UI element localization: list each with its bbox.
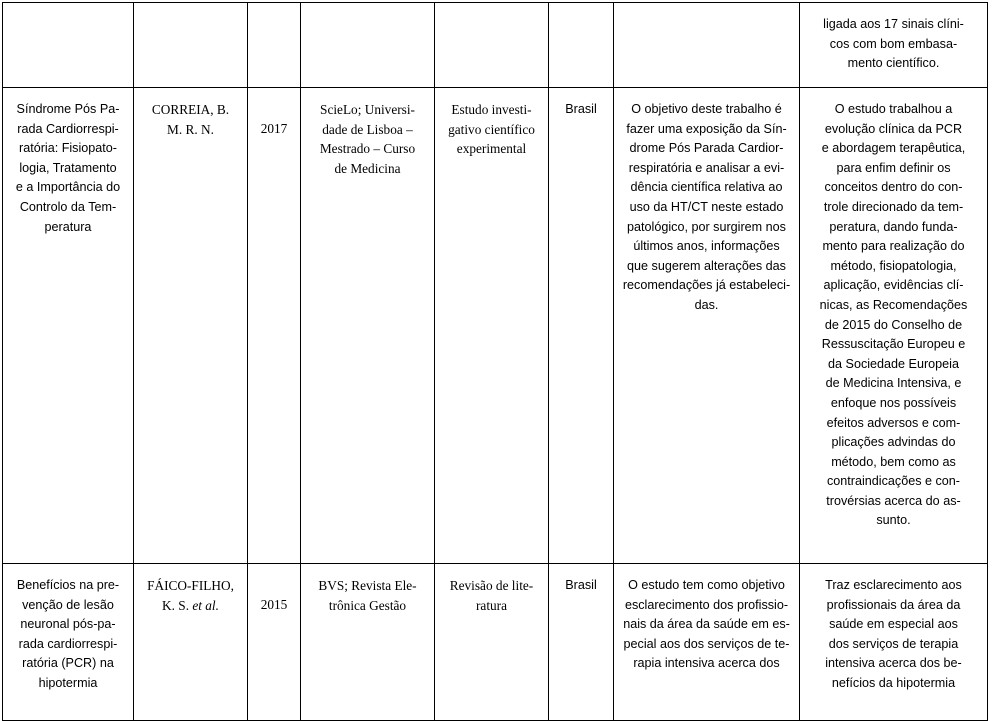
- authors-line: [139, 596, 242, 616]
- study-type-line: experimental: [456, 141, 527, 157]
- title-line: ratória: Fisiopato-: [19, 141, 117, 156]
- country-text: Brasil: [565, 102, 597, 116]
- results-line: evolução clínica da PCR: [824, 121, 963, 136]
- results-line: efeitos adversos e com-: [826, 415, 961, 430]
- objective-line: dência científica relativa ao: [630, 180, 783, 195]
- year-cell: [248, 564, 301, 721]
- title-line: Controlo da Tem-: [19, 199, 117, 214]
- country-text: Brasil: [565, 578, 597, 592]
- objective-line: fazer uma exposição da Sín-: [626, 121, 787, 136]
- results-cell: [800, 564, 988, 721]
- country-cell: [549, 3, 614, 88]
- study-type-cell: [435, 3, 549, 88]
- results-line: mento para realização do: [822, 239, 965, 254]
- title-line: venção de lesão: [22, 597, 114, 612]
- objective-line: recomendações já estabeleci-: [622, 278, 791, 293]
- title-line: ratória (PCR) na: [22, 656, 114, 671]
- objective-line: respiratória e analisar a evi-: [628, 160, 785, 175]
- authors-name: K. S.: [162, 597, 193, 613]
- title-line: rada Cardiorrespi-: [17, 121, 119, 136]
- literature-review-table: [2, 2, 988, 721]
- source-cell: [301, 88, 435, 564]
- results-line: aplicação, evidências clí-: [823, 278, 964, 293]
- title-cell: [3, 564, 134, 721]
- results-line: mento científico.: [847, 56, 940, 71]
- title-line: neuronal pós-pa-: [20, 617, 116, 632]
- table-row: [3, 564, 988, 721]
- authors-cell: [134, 3, 248, 88]
- results-line: plicações advindas do: [831, 435, 956, 450]
- results-line: O estudo trabalhou a: [834, 102, 953, 116]
- study-type-line: ratura: [475, 597, 507, 613]
- objective-line: drome Pós Parada Cardior-: [629, 141, 784, 156]
- source-line: ScieLo; Universi-: [320, 102, 415, 117]
- table-row: [3, 3, 988, 88]
- results-line: trovérsias acerca do as-: [826, 493, 961, 508]
- study-type-line: gativo científico: [448, 121, 535, 137]
- objective-line: pecial aos dos serviços de te-: [623, 636, 790, 651]
- objective-line: esclarecimento dos profissio-: [624, 597, 789, 612]
- results-line: trole direcionado da tem-: [823, 199, 964, 214]
- country-cell: [549, 564, 614, 721]
- title-line: Benefícios na pre-: [16, 578, 120, 592]
- year-cell: [248, 3, 301, 88]
- results-line: sunto.: [876, 513, 911, 528]
- results-line: cos com bom embasa-: [829, 36, 958, 51]
- study-type-cell: [435, 564, 549, 721]
- year-text: 2017: [260, 121, 288, 136]
- results-line: enfoque nos possíveis: [830, 395, 957, 410]
- results-cell: [800, 3, 988, 88]
- title-line: hipotermia: [38, 675, 98, 690]
- results-line: saúde em especial aos: [829, 617, 958, 632]
- results-line: ligada aos 17 sinais clíni-: [823, 17, 964, 31]
- objective-cell: [614, 3, 800, 88]
- objective-cell: [614, 88, 800, 564]
- objective-line: últimos anos, informações: [633, 239, 780, 254]
- results-line: contraindicações e con-: [826, 474, 960, 489]
- source-line: de Medicina: [334, 160, 401, 176]
- authors-line: FÁICO-FILHO,: [147, 578, 234, 593]
- objective-line: patológico, por surgirem nos: [627, 219, 786, 234]
- results-cell: [800, 88, 988, 564]
- results-line: método, bem como as: [831, 454, 956, 469]
- results-line: nefícios da hipotermia: [831, 675, 956, 690]
- title-line: rada cardiorrespi-: [18, 636, 118, 651]
- objective-line: O estudo tem como objetivo: [628, 578, 785, 592]
- title-line: Síndrome Pós Pa-: [16, 102, 120, 116]
- results-line: profissionais da área da: [826, 597, 961, 612]
- objective-line: O objetivo deste trabalho é: [631, 102, 782, 116]
- results-line: Traz esclarecimento aos: [825, 578, 962, 592]
- authors-line: CORREIA, B.: [151, 102, 230, 117]
- source-line: trônica Gestão: [328, 597, 407, 613]
- results-line: para enfim definir os: [836, 160, 951, 175]
- source-line: dade de Lisboa –: [322, 121, 413, 137]
- results-line: método, fisiopatologia,: [830, 258, 957, 273]
- objective-line: das.: [694, 297, 719, 312]
- objective-cell: [614, 564, 800, 721]
- results-line: intensiva acerca dos be-: [825, 656, 962, 671]
- authors-line: M. R. N.: [167, 121, 214, 137]
- results-line: e abordagem terapêutica,: [821, 141, 966, 156]
- title-line: e a Importância do: [15, 180, 121, 195]
- title-cell: [3, 3, 134, 88]
- source-line: BVS; Revista Ele-: [318, 578, 417, 593]
- source-cell: [301, 564, 435, 721]
- authors-cell: [134, 564, 248, 721]
- study-type-line: Revisão de lite-: [449, 578, 534, 593]
- results-line: dos serviços de terapia: [828, 636, 959, 651]
- results-line: de 2015 do Conselho de: [824, 317, 963, 332]
- study-type-line: Estudo investi-: [451, 102, 532, 117]
- year-text: 2015: [260, 597, 288, 612]
- objective-line: que sugerem alterações das: [627, 258, 786, 273]
- results-line: de Medicina Intensiva, e: [825, 376, 962, 391]
- results-line: nicas, as Recomendações: [819, 297, 968, 312]
- title-line: peratura: [44, 219, 92, 234]
- results-line: conceitos dentro do con-: [824, 180, 963, 195]
- et-al-text: et al.: [192, 597, 219, 613]
- study-type-cell: [435, 88, 549, 564]
- objective-line: uso da HT/CT neste estado: [629, 199, 784, 214]
- title-line: logia, Tratamento: [19, 160, 117, 175]
- results-line: peratura, dando funda-: [829, 219, 958, 234]
- objective-line: rapia intensiva acerca dos: [633, 656, 780, 671]
- objective-line: nais da área da saúde em es-: [623, 617, 790, 632]
- title-cell: [3, 88, 134, 564]
- table-row: [3, 88, 988, 564]
- country-cell: [549, 88, 614, 564]
- source-cell: [301, 3, 435, 88]
- year-cell: [248, 88, 301, 564]
- authors-cell: [134, 88, 248, 564]
- results-line: Ressuscitação Europeu e: [821, 337, 966, 352]
- results-line: da Sociedade Europeia: [828, 356, 959, 371]
- source-line: Mestrado – Curso: [319, 141, 416, 157]
